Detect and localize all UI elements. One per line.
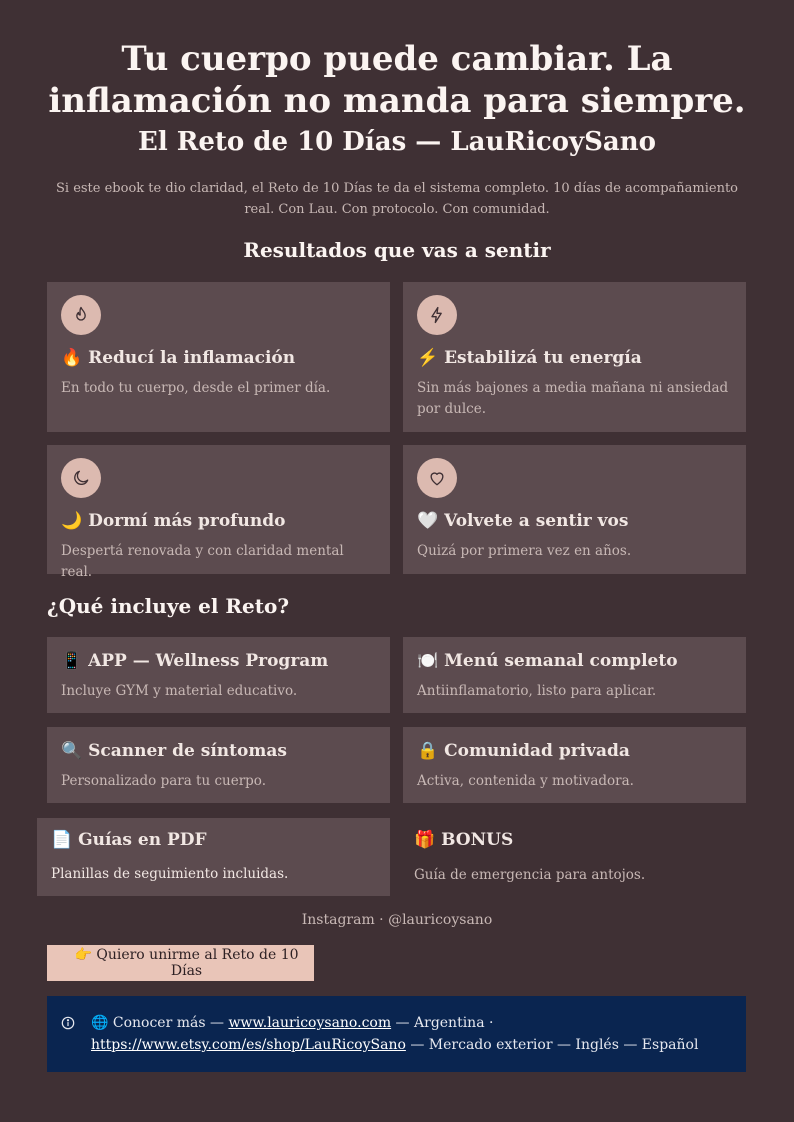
result-card-sleep bbox=[47, 445, 390, 580]
include-item-app bbox=[47, 637, 390, 713]
include-item-community bbox=[403, 727, 746, 803]
include-desc: Antiinflamatorio, listo para aplicar. bbox=[417, 683, 657, 699]
result-desc: En todo tu cuerpo, desde el primer día. bbox=[61, 380, 331, 396]
join-challenge-button[interactable]: 👉 Quiero unirme al Reto de 10 Días bbox=[47, 945, 314, 981]
include-title: 📄 Guías en PDF bbox=[51, 830, 207, 850]
include-item-pdf bbox=[37, 818, 390, 896]
include-item-scanner bbox=[47, 727, 390, 803]
result-title: ⚡ Estabilizá tu energía bbox=[417, 348, 642, 368]
include-desc: Guía de emergencia para antojos. bbox=[414, 867, 646, 883]
include-title: 🔍 Scanner de síntomas bbox=[61, 741, 287, 761]
result-card-energy bbox=[403, 282, 746, 432]
website-link[interactable]: www.lauricoysano.com bbox=[228, 1015, 392, 1031]
result-title: 🔥 Reducí la inflamación bbox=[61, 348, 296, 368]
include-item-bonus bbox=[400, 818, 753, 896]
include-desc: Personalizado para tu cuerpo. bbox=[61, 773, 266, 789]
include-desc: Planillas de seguimiento incluidas. bbox=[51, 866, 289, 882]
intro-text: Si este ebook te dio claridad, el Reto de 10 Días te da el sistema completo. 10 días de acompañamiento real. Con Lau. Con protocolo. Con comunidad. bbox=[56, 181, 738, 217]
etsy-link[interactable]: https://www.etsy.com/es/shop/LauRicoySano bbox=[91, 1037, 406, 1053]
include-title: 🔒 Comunidad privada bbox=[417, 741, 630, 761]
flame-icon bbox=[61, 295, 101, 335]
result-card-inflammation bbox=[47, 282, 390, 432]
info-mid: — Argentina · bbox=[391, 1015, 494, 1031]
page-subtitle: El Reto de 10 Días — LauRicoySano bbox=[138, 127, 656, 157]
info-text bbox=[91, 1012, 732, 1056]
lightning-icon bbox=[417, 295, 457, 335]
result-desc: Despertá renovada y con claridad mental real. bbox=[61, 543, 344, 580]
include-title: 🎁 BONUS bbox=[414, 830, 514, 850]
result-desc: Quizá por primera vez en años. bbox=[417, 543, 632, 559]
info-prefix: 🌐 Conocer más — bbox=[91, 1015, 229, 1031]
result-title: 🤍 Volvete a sentir vos bbox=[417, 511, 629, 531]
result-desc: Sin más bajones a media mañana ni ansiedad por dulce. bbox=[417, 380, 729, 417]
result-title: 🌙 Dormí más profundo bbox=[61, 511, 286, 531]
include-item-menu bbox=[403, 637, 746, 713]
page-title: Tu cuerpo puede cambiar. La inflamación no manda para siempre. bbox=[48, 39, 746, 121]
results-heading: Resultados que vas a sentir bbox=[243, 238, 551, 262]
info-box bbox=[47, 996, 746, 1072]
include-title: 📱 APP — Wellness Program bbox=[61, 651, 329, 671]
moon-icon bbox=[61, 458, 101, 498]
heart-icon bbox=[417, 458, 457, 498]
instagram-handle: Instagram · @lauricoysano bbox=[301, 912, 493, 928]
include-title: 🍽️ Menú semanal completo bbox=[417, 651, 678, 671]
include-desc: Incluye GYM y material educativo. bbox=[61, 683, 298, 699]
includes-heading: ¿Qué incluye el Reto? bbox=[47, 594, 290, 618]
info-icon bbox=[61, 1015, 75, 1029]
info-suffix: — Mercado exterior — Inglés — Español bbox=[405, 1037, 699, 1053]
result-card-self bbox=[403, 445, 746, 574]
include-desc: Activa, contenida y motivadora. bbox=[417, 773, 634, 789]
